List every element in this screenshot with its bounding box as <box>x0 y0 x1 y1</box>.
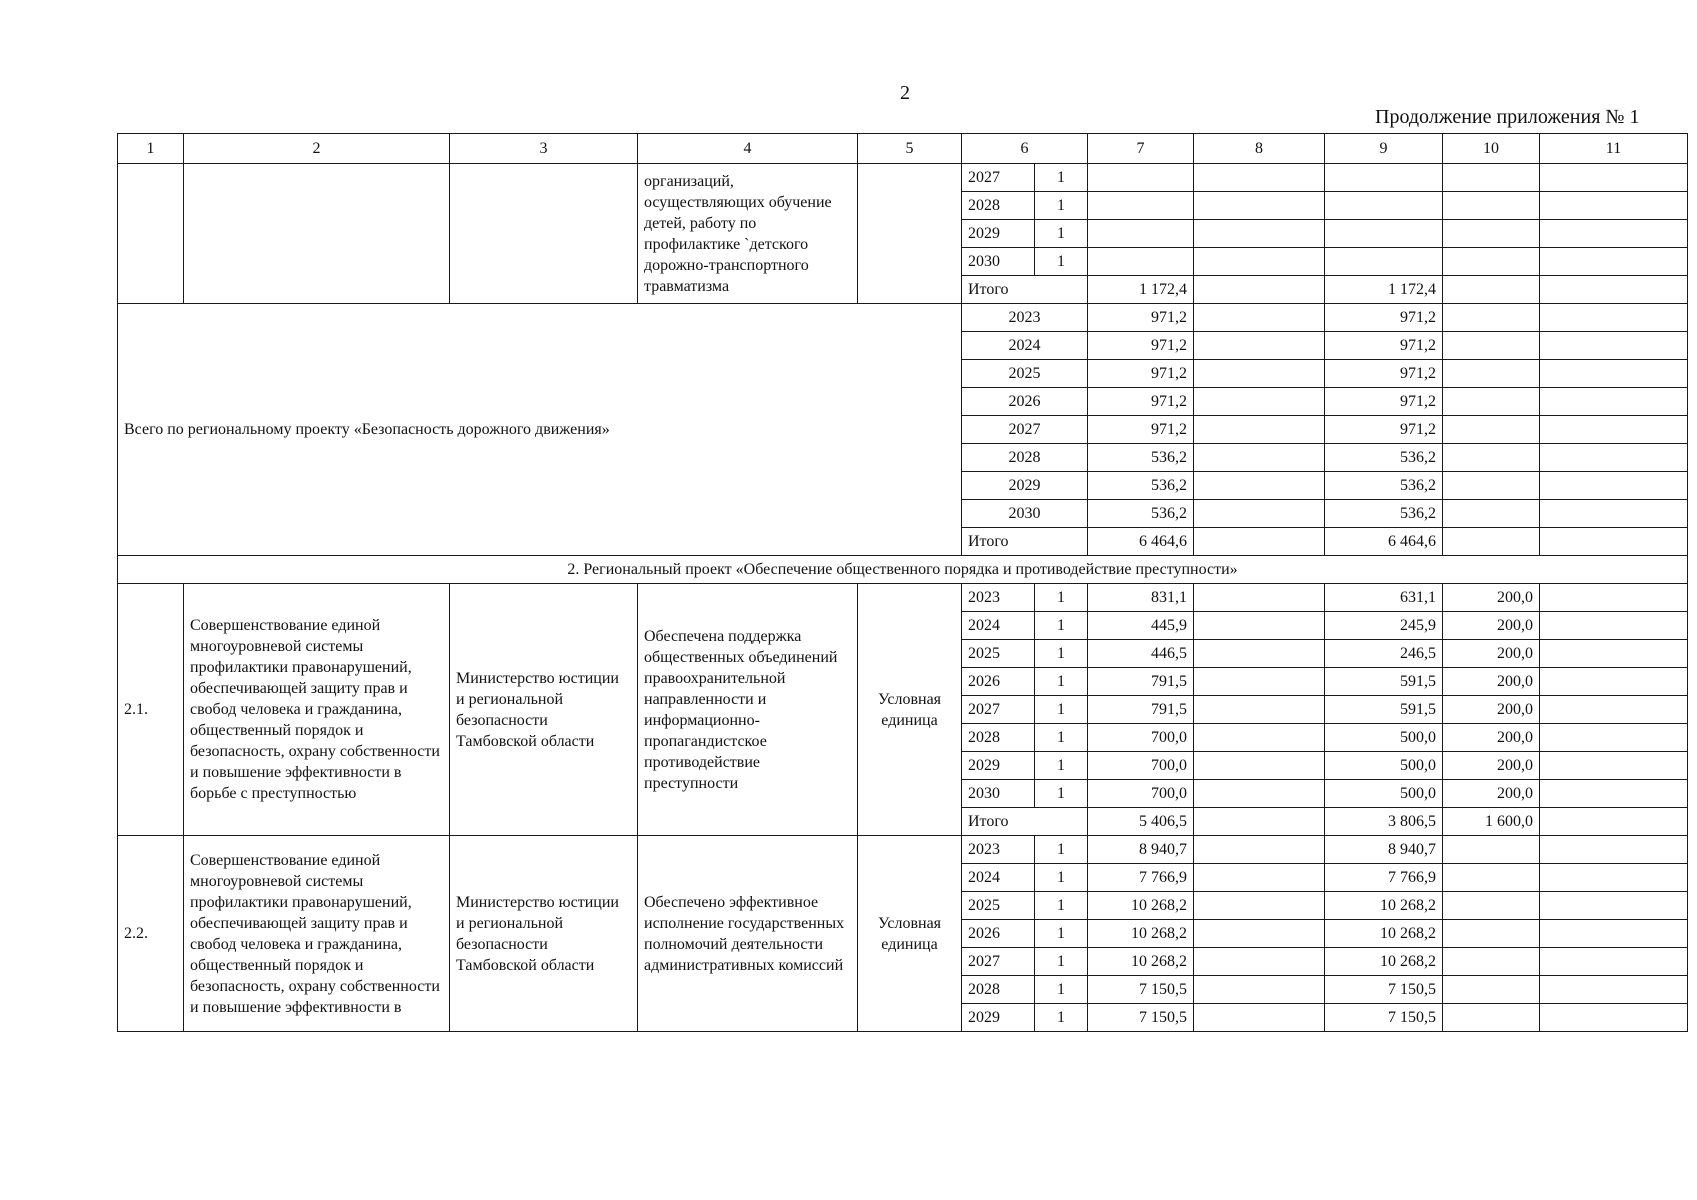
value-cell-7: 8 940,7 <box>1088 836 1194 864</box>
count-cell: 1 <box>1035 584 1088 612</box>
count-cell: 1 <box>1035 1004 1088 1032</box>
budget-table <box>117 133 1688 1032</box>
item-name-cell: Совершенствование единой многоуровневой системы профилактики правонарушений, обеспечивающей защиту прав и свобод человека и гражданина, общественный порядок и безопасность, охрану собственности и повышение эффективности в <box>184 836 450 1032</box>
count-cell: 1 <box>1035 864 1088 892</box>
section-title: 2. Региональный проект «Обеспечение общественного порядка и противодействие преступности» <box>118 556 1688 584</box>
header-cell: 4 <box>638 134 858 164</box>
value-cell-9 <box>1325 164 1443 192</box>
value-cell-10: 200,0 <box>1443 612 1540 640</box>
value-cell-9: 971,2 <box>1325 360 1443 388</box>
value-cell-11 <box>1540 164 1688 192</box>
value-cell-8 <box>1194 388 1325 416</box>
year-cell: 2027 <box>962 416 1088 444</box>
year-cell: 2028 <box>962 192 1035 220</box>
value-cell-11 <box>1540 612 1688 640</box>
value-cell-10 <box>1443 864 1540 892</box>
value-cell-10: 200,0 <box>1443 668 1540 696</box>
year-cell: 2030 <box>962 500 1088 528</box>
header-cell: 9 <box>1325 134 1443 164</box>
value-cell-9: 10 268,2 <box>1325 892 1443 920</box>
count-cell: 1 <box>1035 780 1088 808</box>
table-row <box>118 584 1688 612</box>
value-cell-11 <box>1540 1004 1688 1032</box>
year-cell: 2026 <box>962 668 1035 696</box>
value-cell-8 <box>1194 444 1325 472</box>
value-cell-7: 971,2 <box>1088 332 1194 360</box>
value-cell-9: 10 268,2 <box>1325 920 1443 948</box>
value-cell-11 <box>1540 696 1688 724</box>
table-row <box>118 556 1688 584</box>
value-cell-10 <box>1443 192 1540 220</box>
executor-cell: Министерство юстиции и региональной безопасности Тамбовской области <box>450 584 638 836</box>
count-cell: 1 <box>1035 892 1088 920</box>
itogo-label: Итого <box>962 808 1088 836</box>
value-cell-11 <box>1540 304 1688 332</box>
value-cell-10 <box>1443 920 1540 948</box>
value-cell-10: 200,0 <box>1443 780 1540 808</box>
count-cell: 1 <box>1035 948 1088 976</box>
value-cell-8 <box>1194 332 1325 360</box>
value-cell-9: 536,2 <box>1325 500 1443 528</box>
itogo-label: Итого <box>962 276 1088 304</box>
count-cell: 1 <box>1035 192 1088 220</box>
value-cell-10 <box>1443 948 1540 976</box>
count-cell: 1 <box>1035 248 1088 276</box>
itogo-label: Итого <box>962 528 1088 556</box>
header-cell: 7 <box>1088 134 1194 164</box>
value-cell-10 <box>1443 500 1540 528</box>
count-cell: 1 <box>1035 220 1088 248</box>
value-cell-8 <box>1194 472 1325 500</box>
year-cell: 2028 <box>962 724 1035 752</box>
value-cell-11 <box>1540 976 1688 1004</box>
value-cell-11 <box>1540 220 1688 248</box>
value-cell-8 <box>1194 976 1325 1004</box>
value-cell-9 <box>1325 220 1443 248</box>
year-cell: 2024 <box>962 864 1035 892</box>
itogo-value-9: 1 172,4 <box>1325 276 1443 304</box>
value-cell-7: 7 766,9 <box>1088 864 1194 892</box>
value-cell-7: 700,0 <box>1088 724 1194 752</box>
item-name-cell <box>184 164 450 304</box>
value-cell-8 <box>1194 640 1325 668</box>
item-number-cell: 2.1. <box>118 584 184 836</box>
page-number: 2 <box>900 82 910 104</box>
value-cell-10 <box>1443 164 1540 192</box>
value-cell-7: 971,2 <box>1088 388 1194 416</box>
year-cell: 2025 <box>962 640 1035 668</box>
itogo-value-7: 5 406,5 <box>1088 808 1194 836</box>
value-cell-9: 7 766,9 <box>1325 864 1443 892</box>
table-row <box>118 304 1688 332</box>
header-cell: 2 <box>184 134 450 164</box>
value-cell-11 <box>1540 948 1688 976</box>
value-cell-7: 446,5 <box>1088 640 1194 668</box>
year-cell: 2030 <box>962 248 1035 276</box>
value-cell-11 <box>1540 920 1688 948</box>
itogo-value-7: 6 464,6 <box>1088 528 1194 556</box>
value-cell-11 <box>1540 780 1688 808</box>
value-cell-11 <box>1540 472 1688 500</box>
header-cell: 11 <box>1540 134 1688 164</box>
year-cell: 2028 <box>962 444 1088 472</box>
value-cell-7: 10 268,2 <box>1088 948 1194 976</box>
value-cell-10 <box>1443 360 1540 388</box>
year-cell: 2023 <box>962 304 1088 332</box>
value-cell-7 <box>1088 164 1194 192</box>
itogo-value-10 <box>1443 276 1540 304</box>
itogo-value-11 <box>1540 808 1688 836</box>
year-cell: 2029 <box>962 752 1035 780</box>
executor-cell: Министерство юстиции и региональной безопасности Тамбовской области <box>450 836 638 1032</box>
header-cell: 3 <box>450 134 638 164</box>
value-cell-10 <box>1443 892 1540 920</box>
value-cell-11 <box>1540 332 1688 360</box>
value-cell-9 <box>1325 248 1443 276</box>
value-cell-10: 200,0 <box>1443 724 1540 752</box>
value-cell-7: 536,2 <box>1088 500 1194 528</box>
value-cell-11 <box>1540 584 1688 612</box>
value-cell-11 <box>1540 248 1688 276</box>
value-cell-9: 245,9 <box>1325 612 1443 640</box>
year-cell: 2025 <box>962 892 1035 920</box>
value-cell-10: 200,0 <box>1443 752 1540 780</box>
value-cell-7: 791,5 <box>1088 696 1194 724</box>
value-cell-7: 10 268,2 <box>1088 892 1194 920</box>
count-cell: 1 <box>1035 836 1088 864</box>
value-cell-7: 791,5 <box>1088 668 1194 696</box>
value-cell-11 <box>1540 864 1688 892</box>
result-text-cell: организаций, осуществляющих обучение детей, работу по профилактике `детского дорожно-транспортного травматизма <box>638 164 858 304</box>
header-row <box>118 134 1688 164</box>
value-cell-11 <box>1540 724 1688 752</box>
year-cell: 2029 <box>962 472 1088 500</box>
value-cell-9: 500,0 <box>1325 752 1443 780</box>
count-cell: 1 <box>1035 696 1088 724</box>
value-cell-8 <box>1194 836 1325 864</box>
value-cell-10 <box>1443 976 1540 1004</box>
value-cell-9: 591,5 <box>1325 668 1443 696</box>
value-cell-8 <box>1194 192 1325 220</box>
value-cell-8 <box>1194 612 1325 640</box>
value-cell-9: 631,1 <box>1325 584 1443 612</box>
value-cell-8 <box>1194 724 1325 752</box>
value-cell-10 <box>1443 388 1540 416</box>
value-cell-9: 246,5 <box>1325 640 1443 668</box>
value-cell-7: 971,2 <box>1088 416 1194 444</box>
value-cell-7: 536,2 <box>1088 444 1194 472</box>
header-cell: 10 <box>1443 134 1540 164</box>
value-cell-11 <box>1540 668 1688 696</box>
executor-cell <box>450 164 638 304</box>
item-number-cell: 2.2. <box>118 836 184 1032</box>
value-cell-8 <box>1194 864 1325 892</box>
value-cell-10 <box>1443 444 1540 472</box>
itogo-value-11 <box>1540 528 1688 556</box>
value-cell-7: 536,2 <box>1088 472 1194 500</box>
year-cell: 2023 <box>962 584 1035 612</box>
value-cell-10: 200,0 <box>1443 584 1540 612</box>
value-cell-9: 971,2 <box>1325 416 1443 444</box>
value-cell-10: 200,0 <box>1443 696 1540 724</box>
value-cell-8 <box>1194 416 1325 444</box>
value-cell-8 <box>1194 752 1325 780</box>
value-cell-8 <box>1194 948 1325 976</box>
count-cell: 1 <box>1035 612 1088 640</box>
value-cell-8 <box>1194 892 1325 920</box>
project-total-label: Всего по региональному проекту «Безопасность дорожного движения» <box>118 304 962 556</box>
itogo-value-9: 3 806,5 <box>1325 808 1443 836</box>
year-cell: 2029 <box>962 1004 1035 1032</box>
value-cell-11 <box>1540 388 1688 416</box>
header-cell: 5 <box>858 134 962 164</box>
itogo-value-11 <box>1540 276 1688 304</box>
value-cell-7 <box>1088 192 1194 220</box>
value-cell-10 <box>1443 836 1540 864</box>
value-cell-10 <box>1443 304 1540 332</box>
value-cell-11 <box>1540 892 1688 920</box>
itogo-value-10: 1 600,0 <box>1443 808 1540 836</box>
value-cell-7: 700,0 <box>1088 752 1194 780</box>
value-cell-7 <box>1088 220 1194 248</box>
header-cell: 1 <box>118 134 184 164</box>
value-cell-9: 8 940,7 <box>1325 836 1443 864</box>
value-cell-8 <box>1194 1004 1325 1032</box>
item-name-cell: Совершенствование единой многоуровневой системы профилактики правонарушений, обеспечивающей защиту прав и свобод человека и гражданина, общественный порядок и безопасность, охрану собственности и повышение эффективности в борьбе с преступностью <box>184 584 450 836</box>
value-cell-10 <box>1443 1004 1540 1032</box>
itogo-value-8 <box>1194 808 1325 836</box>
header-cell: 8 <box>1194 134 1325 164</box>
value-cell-8 <box>1194 780 1325 808</box>
table-row <box>118 164 1688 192</box>
value-cell-11 <box>1540 360 1688 388</box>
value-cell-7: 7 150,5 <box>1088 976 1194 1004</box>
count-cell: 1 <box>1035 976 1088 1004</box>
unit-cell: Условная единица <box>858 836 962 1032</box>
year-cell: 2026 <box>962 920 1035 948</box>
value-cell-10 <box>1443 248 1540 276</box>
value-cell-9: 536,2 <box>1325 472 1443 500</box>
value-cell-7 <box>1088 248 1194 276</box>
value-cell-9: 971,2 <box>1325 332 1443 360</box>
unit-cell <box>858 164 962 304</box>
result-text-cell: Обеспечена поддержка общественных объединений правоохранительной направленности и информационно-пропагандистское противодействие преступности <box>638 584 858 836</box>
value-cell-11 <box>1540 752 1688 780</box>
value-cell-7: 700,0 <box>1088 780 1194 808</box>
value-cell-9: 7 150,5 <box>1325 976 1443 1004</box>
appendix-subtitle: Продолжение приложения № 1 <box>1375 106 1640 128</box>
count-cell: 1 <box>1035 668 1088 696</box>
value-cell-11 <box>1540 444 1688 472</box>
count-cell: 1 <box>1035 164 1088 192</box>
value-cell-11 <box>1540 836 1688 864</box>
value-cell-11 <box>1540 416 1688 444</box>
count-cell: 1 <box>1035 752 1088 780</box>
result-text-cell: Обеспечено эффективное исполнение государственных полномочий деятельности административных комиссий <box>638 836 858 1032</box>
count-cell: 1 <box>1035 724 1088 752</box>
value-cell-9: 10 268,2 <box>1325 948 1443 976</box>
year-cell: 2028 <box>962 976 1035 1004</box>
value-cell-7: 971,2 <box>1088 304 1194 332</box>
value-cell-9: 500,0 <box>1325 780 1443 808</box>
value-cell-8 <box>1194 668 1325 696</box>
value-cell-7: 971,2 <box>1088 360 1194 388</box>
value-cell-7: 10 268,2 <box>1088 920 1194 948</box>
year-cell: 2027 <box>962 948 1035 976</box>
year-cell: 2024 <box>962 612 1035 640</box>
count-cell: 1 <box>1035 920 1088 948</box>
itogo-value-8 <box>1194 276 1325 304</box>
value-cell-11 <box>1540 640 1688 668</box>
year-cell: 2030 <box>962 780 1035 808</box>
value-cell-8 <box>1194 220 1325 248</box>
value-cell-10 <box>1443 332 1540 360</box>
year-cell: 2025 <box>962 360 1088 388</box>
value-cell-9: 591,5 <box>1325 696 1443 724</box>
value-cell-8 <box>1194 696 1325 724</box>
value-cell-11 <box>1540 500 1688 528</box>
value-cell-8 <box>1194 164 1325 192</box>
item-number-cell <box>118 164 184 304</box>
value-cell-8 <box>1194 304 1325 332</box>
value-cell-9: 536,2 <box>1325 444 1443 472</box>
itogo-value-10 <box>1443 528 1540 556</box>
year-cell: 2027 <box>962 696 1035 724</box>
value-cell-10 <box>1443 220 1540 248</box>
header-cell: 6 <box>962 134 1088 164</box>
value-cell-7: 445,9 <box>1088 612 1194 640</box>
count-cell: 1 <box>1035 640 1088 668</box>
value-cell-10 <box>1443 416 1540 444</box>
value-cell-10 <box>1443 472 1540 500</box>
value-cell-9: 500,0 <box>1325 724 1443 752</box>
value-cell-7: 7 150,5 <box>1088 1004 1194 1032</box>
value-cell-8 <box>1194 360 1325 388</box>
value-cell-8 <box>1194 500 1325 528</box>
year-cell: 2023 <box>962 836 1035 864</box>
year-cell: 2024 <box>962 332 1088 360</box>
value-cell-10: 200,0 <box>1443 640 1540 668</box>
year-cell: 2029 <box>962 220 1035 248</box>
table-row <box>118 836 1688 864</box>
value-cell-9: 971,2 <box>1325 304 1443 332</box>
value-cell-8 <box>1194 584 1325 612</box>
value-cell-8 <box>1194 920 1325 948</box>
itogo-value-9: 6 464,6 <box>1325 528 1443 556</box>
value-cell-9 <box>1325 192 1443 220</box>
value-cell-7: 831,1 <box>1088 584 1194 612</box>
year-cell: 2026 <box>962 388 1088 416</box>
itogo-value-8 <box>1194 528 1325 556</box>
itogo-value-7: 1 172,4 <box>1088 276 1194 304</box>
value-cell-9: 971,2 <box>1325 388 1443 416</box>
year-cell: 2027 <box>962 164 1035 192</box>
value-cell-8 <box>1194 248 1325 276</box>
unit-cell: Условная единица <box>858 584 962 836</box>
value-cell-9: 7 150,5 <box>1325 1004 1443 1032</box>
value-cell-11 <box>1540 192 1688 220</box>
